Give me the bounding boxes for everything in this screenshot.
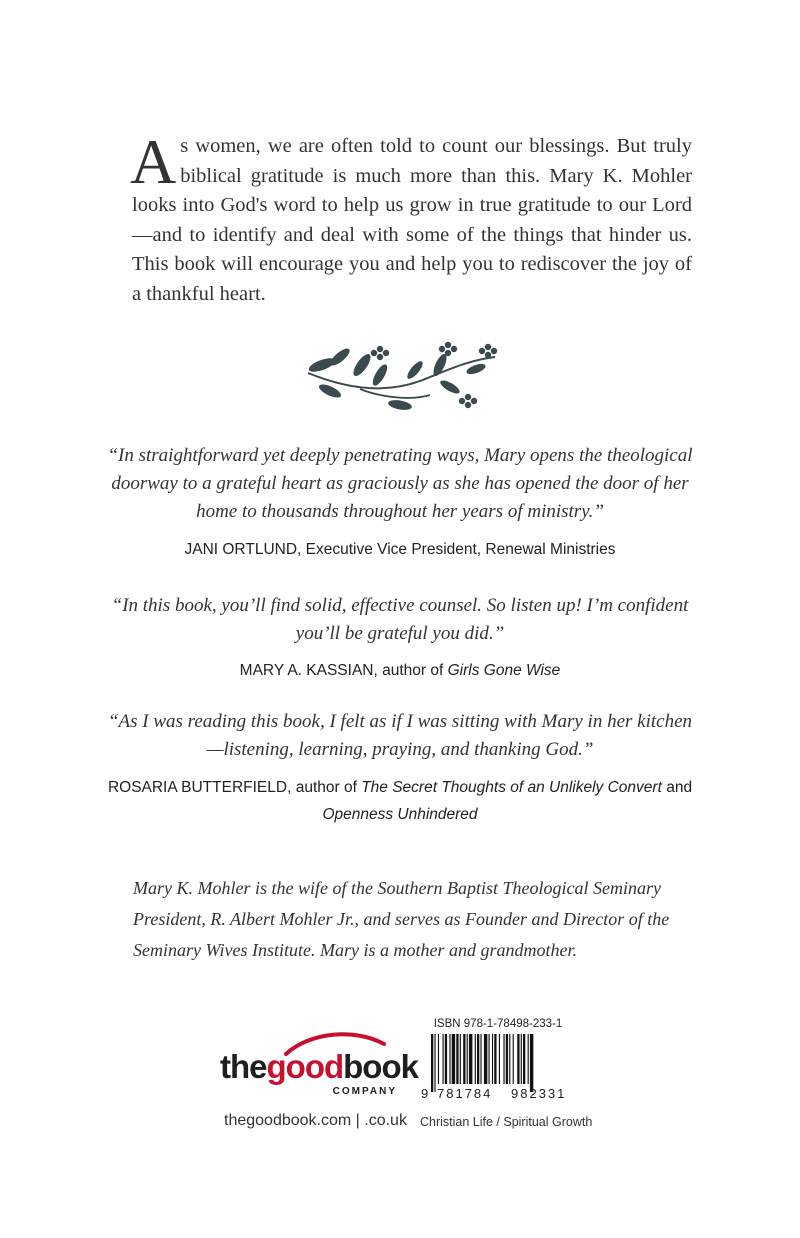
- barcode-bar: [431, 1034, 433, 1092]
- endorser-role: , author of: [373, 662, 448, 679]
- endorser-name: ROSARIA BUTTERFIELD: [107, 779, 288, 796]
- floral-vine-icon: [300, 335, 505, 415]
- barcode-bar: [528, 1034, 529, 1084]
- barcode-bar: [443, 1034, 444, 1084]
- barcode-bar: [469, 1034, 472, 1084]
- publisher-logo: [220, 1030, 418, 1100]
- publisher-website[interactable]: thegoodbook.com | .co.uk: [224, 1112, 407, 1129]
- barcode-bar: [475, 1034, 476, 1084]
- barcode-bar: [517, 1034, 519, 1084]
- barcode-bars: [421, 1034, 575, 1094]
- barcode-digits-left: 781784: [437, 1086, 493, 1101]
- barcode-bar: [456, 1034, 458, 1084]
- barcode-bar: [452, 1034, 455, 1084]
- endorsement-quote-1: “In straightforward yet deeply penetrating ways, Mary opens the theological doorway to a grateful heart as graciously as she has opened the door of her home to thousands throughout her years of ministry.”: [107, 445, 693, 522]
- logo-company: COMPANY: [332, 1086, 397, 1097]
- barcode-bar: [460, 1034, 461, 1084]
- barcode-bar: [463, 1034, 465, 1084]
- endorser-book-title-2: Openness Unhindered: [322, 806, 478, 823]
- barcode-bar: [523, 1034, 525, 1084]
- barcode-bar: [477, 1034, 479, 1084]
- barcode-bar: [530, 1034, 533, 1092]
- book-description: [130, 126, 692, 309]
- logo-wordmark: thegoodbook: [220, 1048, 418, 1085]
- endorsement-quote-2: “In this book, you’ll find solid, effective counsel. So listen up! I’m confident you’ll be grateful you did.”: [111, 595, 689, 644]
- barcode-bar: [489, 1034, 490, 1084]
- barcode-bar: [445, 1034, 447, 1084]
- endorser-role: , author of: [287, 779, 362, 796]
- barcode-bar: [484, 1034, 487, 1084]
- barcode-bar: [499, 1034, 500, 1084]
- endorser-book-title: Girls Gone Wise: [447, 662, 561, 679]
- barcode-bar: [506, 1034, 508, 1084]
- isbn-barcode: [421, 1018, 575, 1110]
- endorser-name: JANI ORTLUND: [184, 541, 298, 558]
- barcode-bar: [509, 1034, 510, 1084]
- barcode-bar: [434, 1034, 435, 1092]
- barcode-bar: [521, 1034, 522, 1084]
- barcode-bar: [480, 1034, 481, 1084]
- endorser-name: MARY A. KASSIAN: [239, 662, 374, 679]
- barcode-bar: [467, 1034, 468, 1084]
- isbn-label: ISBN 978-1-78498-233-1: [433, 1018, 563, 1030]
- endorsement-quote-3: “As I was reading this book, I felt as if I was sitting with Mary in her kitchen—listening, learning, praying, and thanking God.”: [107, 711, 693, 760]
- barcode-bar: [494, 1034, 496, 1084]
- barcode-bar: [503, 1034, 504, 1084]
- author-bio: Mary K. Mohler is the wife of the Southern Baptist Theological Seminary President, R. Albert Mohler Jr., and serves as Founder and Director of the Seminary Wives Institute. Mary is a mother and grandmother.: [133, 878, 670, 960]
- barcode-bar: [449, 1034, 450, 1084]
- barcode-bar: [513, 1034, 514, 1084]
- barcode-digit-first: 9: [421, 1086, 429, 1101]
- description-text: s women, we are often told to count our blessings. But truly biblical gratitude is much more than this. Mary K. Mohler looks into God's word to help us grow in true gratitude to our Lord—and to identify and deal with some of the things that hinder us. This book will encourage you and help you to rediscover the joy of a thankful heart.: [132, 135, 692, 305]
- endorsement-attribution-3: [100, 774, 700, 828]
- barcode-bar: [492, 1034, 493, 1084]
- barcode-digits-right: 982331: [511, 1086, 567, 1101]
- endorsement-attribution-1: [100, 536, 700, 563]
- drop-cap: A: [130, 126, 177, 197]
- barcode-bar: [438, 1034, 439, 1084]
- endorser-role: , Executive Vice President, Renewal Ministries: [297, 541, 616, 558]
- book-category: Christian Life / Spiritual Growth: [420, 1115, 593, 1129]
- endorsement-attribution-2: [100, 657, 700, 684]
- endorser-conjunction: and: [661, 779, 693, 796]
- endorser-book-title: The Secret Thoughts of an Unlikely Convert: [361, 779, 662, 796]
